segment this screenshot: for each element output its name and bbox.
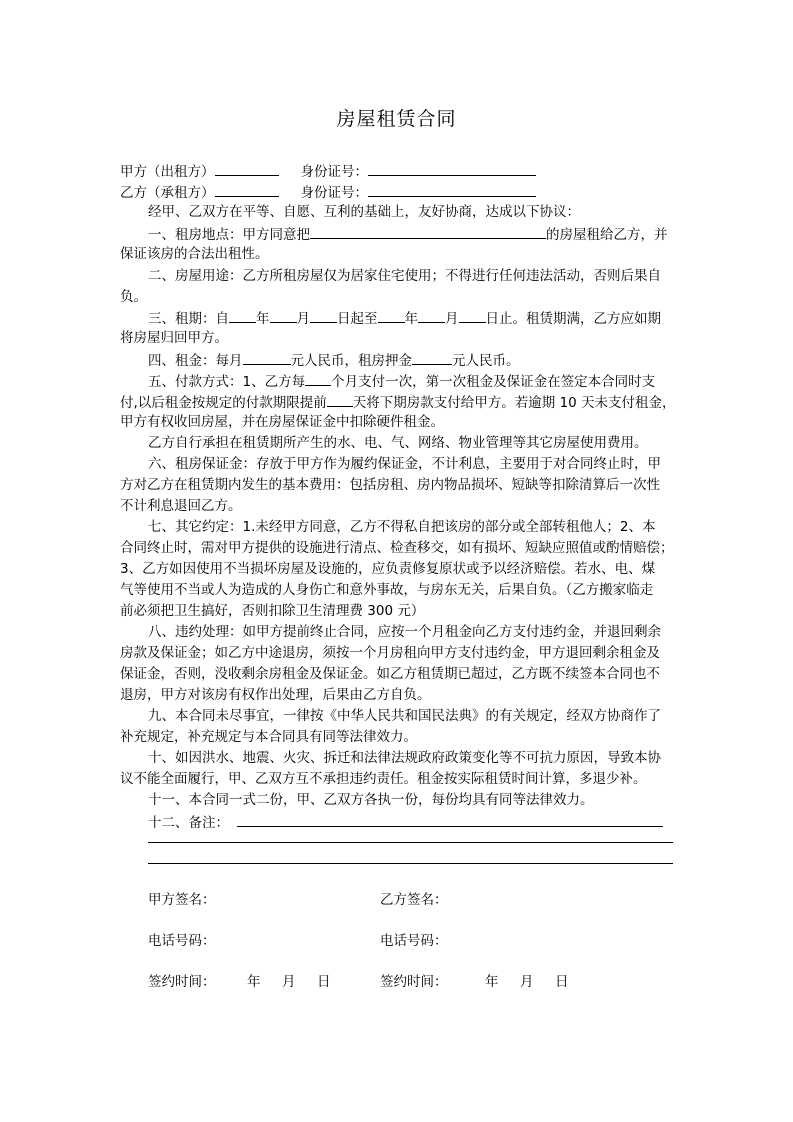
- party-b-label: 乙方（承租方）: [120, 185, 215, 201]
- party-b-date-label: 签约时间：: [380, 974, 448, 990]
- clause-4-text-c: 元人民币。: [452, 353, 520, 369]
- party-a-date-day: 日: [317, 974, 331, 990]
- remarks-blank-2[interactable]: [148, 842, 673, 843]
- clause-9-line-2: 补充规定，补充规定与本合同具有同等法律效力。: [120, 729, 417, 745]
- clause-3-from: 日起至: [337, 311, 378, 327]
- remarks-blank-1[interactable]: [237, 811, 663, 827]
- clause-3-year-2: 年: [404, 311, 418, 327]
- rental-address-blank[interactable]: [310, 223, 546, 239]
- clause-6-line-1: 六、租房保证金：存放于甲方作为履约保证金，不计利息，主要用于对合同终止时，甲: [148, 456, 661, 472]
- clause-3-month-2: 月: [445, 311, 459, 327]
- party-a-date-month: 月: [282, 974, 296, 990]
- party-b-date-day: 日: [555, 974, 569, 990]
- clause-6-line-2: 方对乙方在租赁期内发生的基本费用：包括房租、房内物品损坏、短缺等扣除清算后一次性: [120, 477, 660, 493]
- clause-3-to: 日止。租赁期满，乙方应如期: [485, 311, 661, 327]
- clause-7-line-5: 前必须把卫生搞好，否则扣除卫生清理费 300 元）: [120, 603, 425, 619]
- party-a-signature-label: 甲方签名：: [148, 892, 216, 908]
- clause-8-line-3: 保证金，否则，没收剩余房租金及保证金。如乙方租赁期已超过，乙方既不续签本合同也不: [120, 666, 660, 682]
- clause-8-line-4: 退房，甲方对该房有权作出处理，后果由乙方自负。: [120, 687, 431, 703]
- clause-7-line-1: 七、其它约定：1.未经甲方同意，乙方不得私自把该房的部分或全部转租他人；2、本: [148, 519, 656, 535]
- clause-2-line-2: 负。: [120, 289, 147, 305]
- clause-8-line-1: 八、违约处理：如甲方提前终止合同，应按一个月租金向乙方支付违约金，并退回剩余: [148, 624, 661, 640]
- clause-10-line-2: 议不能全面履行，甲、乙双方互不承担违约责任。租金按实际租赁时间计算，多退少补。: [120, 771, 647, 787]
- remarks-blank-3[interactable]: [148, 863, 673, 864]
- start-year-blank[interactable]: [229, 307, 256, 323]
- clause-12-line: [148, 811, 675, 831]
- clause-4-text-a: 四、租金：每月: [148, 353, 243, 369]
- clause-6-line-3: 不计利息退回乙方。: [120, 498, 242, 514]
- clause-11-line: 十一、本合同一式二份，甲、乙双方各执一份，每份均具有同等法律效力。: [148, 792, 594, 808]
- clause-5-text-b1: 付,以后租金按规定的付款期限提前: [120, 395, 327, 411]
- clause-3-text-start: 三、租期：自: [148, 311, 229, 327]
- clause-3-line-1: [148, 307, 675, 327]
- advance-days-blank[interactable]: [327, 391, 353, 407]
- clause-7-line-2: 合同终止时，需对甲方提供的设施进行清点、检查移交，如有损坏、短缺应照值或酌情赔偿；: [120, 540, 674, 556]
- clause-5-text-b2: 天将下期房款支付给甲方。若逾期 10 天未支付租金，: [352, 395, 676, 411]
- party-a-date-year: 年: [247, 974, 261, 990]
- clause-4-text-b: 元人民币，租房押金: [290, 353, 412, 369]
- party-a-line: [120, 160, 675, 180]
- party-a-id-blank[interactable]: [368, 160, 536, 176]
- clause-8-line-2: 房款及保证金；如乙方中途退房，须按一个月房租向甲方支付违约金，甲方退回剩余租金及: [120, 645, 660, 661]
- monthly-rent-blank[interactable]: [243, 349, 291, 365]
- clause-10-line-1: 十、如因洪水、地震、火灾、拆迁和法律法规政府政策变化等不可抗力原因，导致本协: [148, 750, 661, 766]
- clause-4-line: [148, 349, 675, 369]
- clause-5-line-4: 乙方自行承担在租赁期所产生的水、电、气、网络、物业管理等其它房屋使用费用。: [148, 435, 648, 451]
- party-b-date-month: 月: [520, 974, 534, 990]
- clause-1-line-2: 保证该房的合法出租性。: [120, 246, 269, 262]
- clause-5-line-1: [148, 370, 675, 390]
- clause-1-line-1: [148, 223, 675, 243]
- remarks-label: 十二、备注：: [148, 815, 229, 831]
- end-day-blank[interactable]: [459, 307, 486, 323]
- clause-5-line-2: [120, 391, 675, 411]
- intro-text: 经甲、乙双方在平等、自愿、互利的基础上，友好协商，达成以下协议：: [148, 204, 580, 220]
- party-b-line: [120, 181, 675, 201]
- clause-5-text-a1: 五、付款方式：1、乙方每: [148, 374, 306, 390]
- clause-7-line-3: 3、乙方如因使用不当损坏房屋及设施的，应负责修复原状或予以经济赔偿。若水、电、煤: [120, 561, 656, 577]
- clause-3-month-1: 月: [296, 311, 310, 327]
- clause-5-text-a2: 个月支付一次，第一次租金及保证金在签定本合同时支: [331, 374, 656, 390]
- clause-3-year-1: 年: [256, 311, 270, 327]
- party-a-blank[interactable]: [215, 160, 279, 176]
- clause-9-line-1: 九、本合同未尽事宜，一律按《中华人民共和国民法典》的有关规定，经双方协商作了: [148, 708, 661, 724]
- party-b-id-blank[interactable]: [368, 181, 536, 197]
- party-b-phone-label: 电话号码：: [380, 933, 448, 949]
- clause-5-line-3: 甲方有权收回房屋，并在房屋保证金中扣除硬件租金。: [120, 414, 444, 430]
- end-month-blank[interactable]: [418, 307, 445, 323]
- party-b-blank[interactable]: [215, 181, 279, 197]
- start-day-blank[interactable]: [310, 307, 337, 323]
- clause-2-line-1: 二、房屋用途：乙方所租房屋仅为居家住宅使用；不得进行任何违法活动，否则后果自: [148, 268, 661, 284]
- clause-3-line-2: 将房屋归回甲方。: [120, 330, 228, 346]
- start-month-blank[interactable]: [270, 307, 297, 323]
- party-a-id-label: 身份证号：: [300, 164, 368, 180]
- party-a-label: 甲方（出租方）: [120, 164, 215, 180]
- party-a-phone-label: 电话号码：: [148, 933, 216, 949]
- end-year-blank[interactable]: [378, 307, 405, 323]
- clause-7-line-4: 气等使用不当或人为造成的人身伤亡和意外事故，与房东无关，后果自负。（乙方搬家临走: [120, 582, 654, 598]
- document-title: 房屋租赁合同: [336, 108, 457, 130]
- party-a-date-label: 签约时间：: [148, 974, 216, 990]
- party-b-id-label: 身份证号：: [300, 185, 368, 201]
- party-b-signature-label: 乙方签名：: [380, 892, 448, 908]
- party-b-date-year: 年: [485, 974, 499, 990]
- clause-1-text-a: 一、租房地点：甲方同意把: [148, 227, 310, 243]
- payment-period-blank[interactable]: [305, 370, 331, 386]
- deposit-blank[interactable]: [412, 349, 452, 365]
- clause-1-text-b: 的房屋租给乙方，并: [546, 227, 668, 243]
